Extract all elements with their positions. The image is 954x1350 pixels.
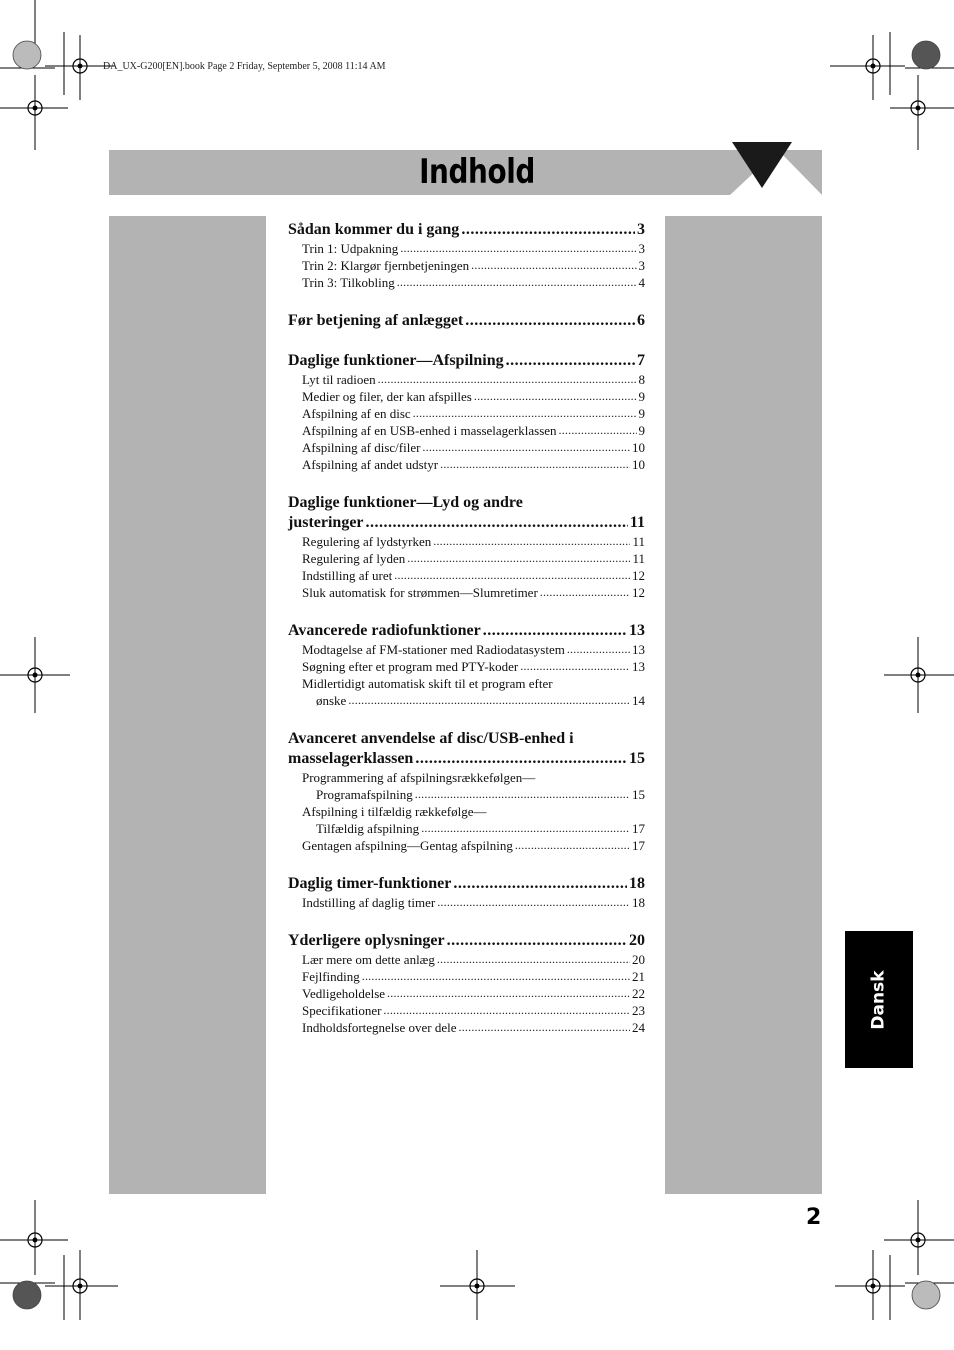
toc-entry[interactable]: Programmering af afspilningsrækkefølgen— Programafspilning ..... 15 (288, 769, 645, 803)
toc-section (288, 931, 645, 1036)
toc-entry[interactable]: Trin 2: Klargør fjernbetjeningen ..... 3 (288, 257, 645, 274)
toc-section (288, 220, 645, 291)
toc-section-heading[interactable]: Yderligere oplysninger ..... 20 (288, 931, 645, 951)
toc-entry[interactable]: Søgning efter et program med PTY-koder ..... 13 (288, 658, 645, 675)
table-of-contents (288, 220, 645, 1056)
toc-section (288, 351, 645, 473)
toc-entry[interactable]: Sluk automatisk for strømmen—Slumretimer ..... 12 (288, 584, 645, 601)
toc-entry[interactable]: Medier og filer, der kan afspilles ..... 9 (288, 388, 645, 405)
toc-entry[interactable]: Indstilling af uret ..... 12 (288, 567, 645, 584)
toc-entry[interactable]: Afspilning af disc/filer ..... 10 (288, 439, 645, 456)
toc-entry[interactable]: Indholdsfortegnelse over dele ..... 24 (288, 1019, 645, 1036)
toc-entry[interactable]: Lær mere om dette anlæg ..... 20 (288, 951, 645, 968)
toc-section-heading[interactable]: Daglig timer-funktioner ..... 18 (288, 874, 645, 894)
toc-section-heading[interactable]: Avancerede radiofunktioner ..... 13 (288, 621, 645, 641)
toc-entry[interactable]: Afspilning i tilfældig rækkefølge— Tilfældig afspilning ..... 17 (288, 803, 645, 837)
toc-entry[interactable]: Modtagelse af FM-stationer med Radiodatasystem ..... 13 (288, 641, 645, 658)
toc-section-heading[interactable]: Daglige funktioner—Lyd og andre justeringer ..... 11 (288, 493, 645, 533)
toc-section (288, 493, 645, 601)
toc-entry[interactable]: Afspilning af en USB-enhed i masselagerklassen ..... 9 (288, 422, 645, 439)
toc-entry[interactable]: Fejlfinding ..... 21 (288, 968, 645, 985)
toc-entry[interactable]: Midlertidigt automatisk skift til et program efter ønske ..... 14 (288, 675, 645, 709)
toc-section-heading[interactable]: Avanceret anvendelse af disc/USB-enhed i masselagerklassen ..... 15 (288, 729, 645, 769)
left-gray-panel (109, 216, 266, 1194)
toc-entry[interactable]: Lyt til radioen ..... 8 (288, 371, 645, 388)
page-title: Indhold (419, 152, 535, 192)
toc-section-heading[interactable]: Sådan kommer du i gang ..... 3 (288, 220, 645, 240)
print-file-info: DA_UX-G200[EN].book Page 2 Friday, September 5, 2008 11:14 AM (103, 61, 386, 72)
language-tab-label: Dansk (869, 969, 889, 1030)
toc-entry[interactable]: Indstilling af daglig timer ..... 18 (288, 894, 645, 911)
toc-section (288, 621, 645, 709)
toc-entry[interactable]: Regulering af lydstyrken ..... 11 (288, 533, 645, 550)
page-number: 2 (806, 1205, 822, 1230)
toc-entry[interactable]: Vedligeholdelse ..... 22 (288, 985, 645, 1002)
toc-entry[interactable]: Afspilning af andet udstyr ..... 10 (288, 456, 645, 473)
toc-entry[interactable]: Specifikationer ..... 23 (288, 1002, 645, 1019)
toc-section (288, 311, 645, 331)
toc-entry[interactable]: Afspilning af en disc ..... 9 (288, 405, 645, 422)
toc-section (288, 729, 645, 854)
toc-section-heading[interactable]: Daglige funktioner—Afspilning ..... 7 (288, 351, 645, 371)
toc-entry[interactable]: Trin 3: Tilkobling ..... 4 (288, 274, 645, 291)
toc-section (288, 874, 645, 911)
right-gray-panel (665, 216, 822, 1194)
toc-section-heading[interactable]: Før betjening af anlægget ..... 6 (288, 311, 645, 331)
toc-entry[interactable]: Regulering af lyden ..... 11 (288, 550, 645, 567)
toc-entry[interactable]: Gentagen afspilning—Gentag afspilning ..... 17 (288, 837, 645, 854)
toc-entry[interactable]: Trin 1: Udpakning ..... 3 (288, 240, 645, 257)
